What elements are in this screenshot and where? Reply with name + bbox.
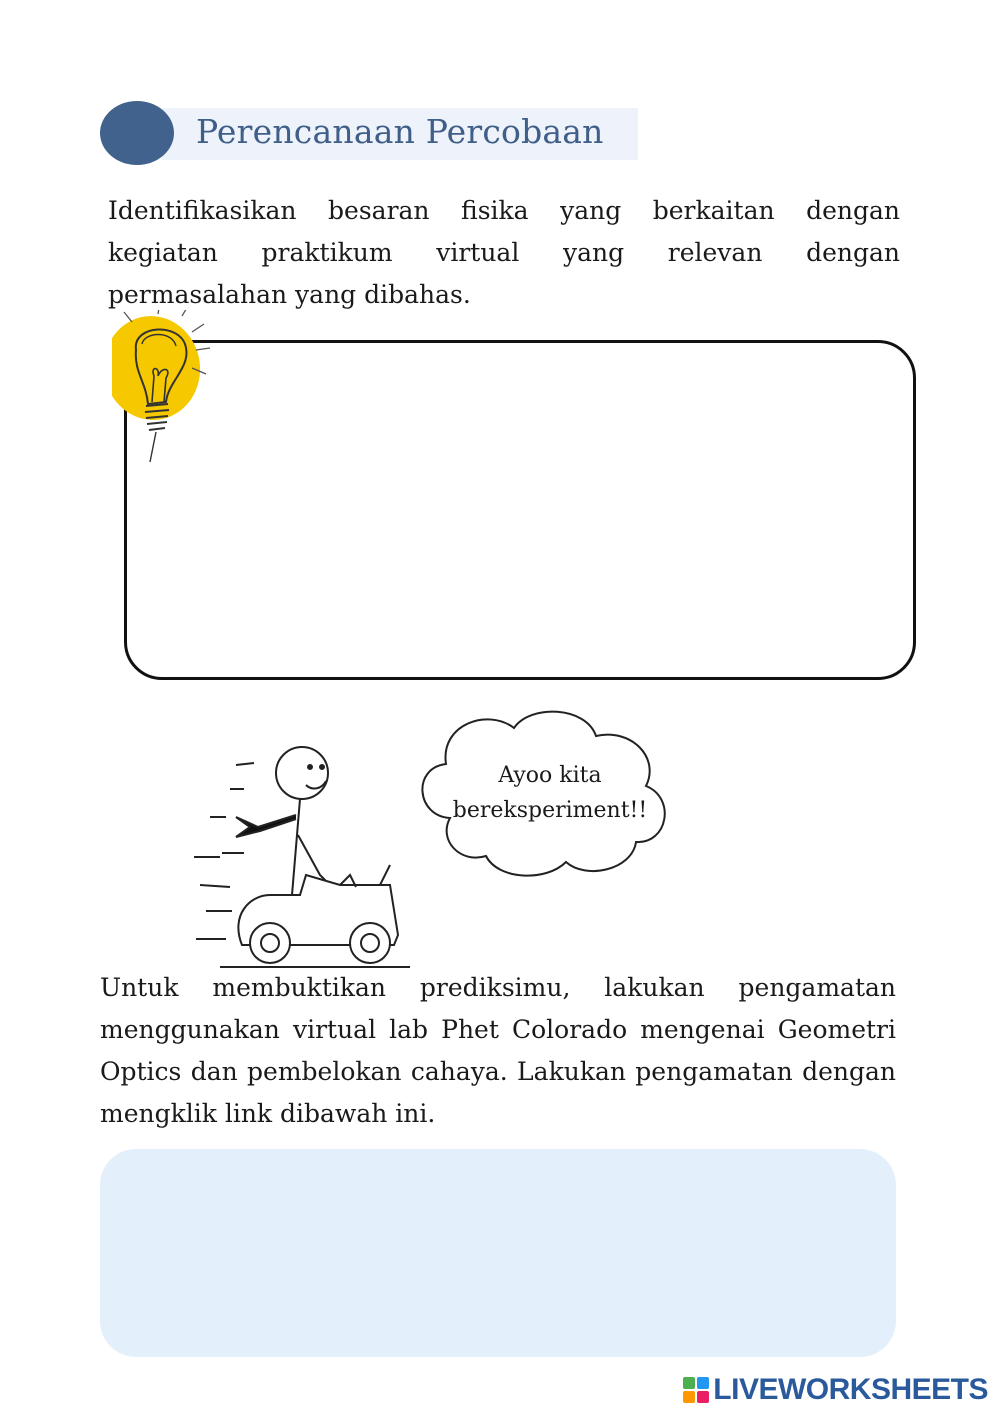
identify-instruction: Identifikasikan besaran fisika yang berkaitan dengan kegiatan praktikum virtual yang relevan dengan permasalahan yang dibahas. <box>108 196 900 309</box>
observation-instruction: Untuk membuktikan prediksimu, lakukan pengamatan menggunakan virtual lab Phet Colorado mengenai Geometri Optics dan pembelokan cahaya. Lakukan pengamatan dengan mengklik link dibawah ini. <box>100 973 896 1128</box>
speech-bubble-text <box>430 758 670 828</box>
section-title: Perencanaan Percobaan <box>196 112 604 151</box>
stickman-car-illustration <box>180 745 420 975</box>
section-header-dot <box>100 101 174 165</box>
speech-line-1: Ayoo kita <box>498 763 602 788</box>
footer-brand <box>683 1373 988 1407</box>
link-box[interactable] <box>100 1149 896 1357</box>
footer-brand-text: LIVEWORKSHEETS <box>713 1373 988 1406</box>
liveworksheets-logo-icon <box>683 1377 709 1403</box>
lightbulb-icon <box>112 310 222 470</box>
answer-textbox[interactable] <box>124 340 916 680</box>
speech-line-2: bereksperiment!! <box>452 798 648 823</box>
